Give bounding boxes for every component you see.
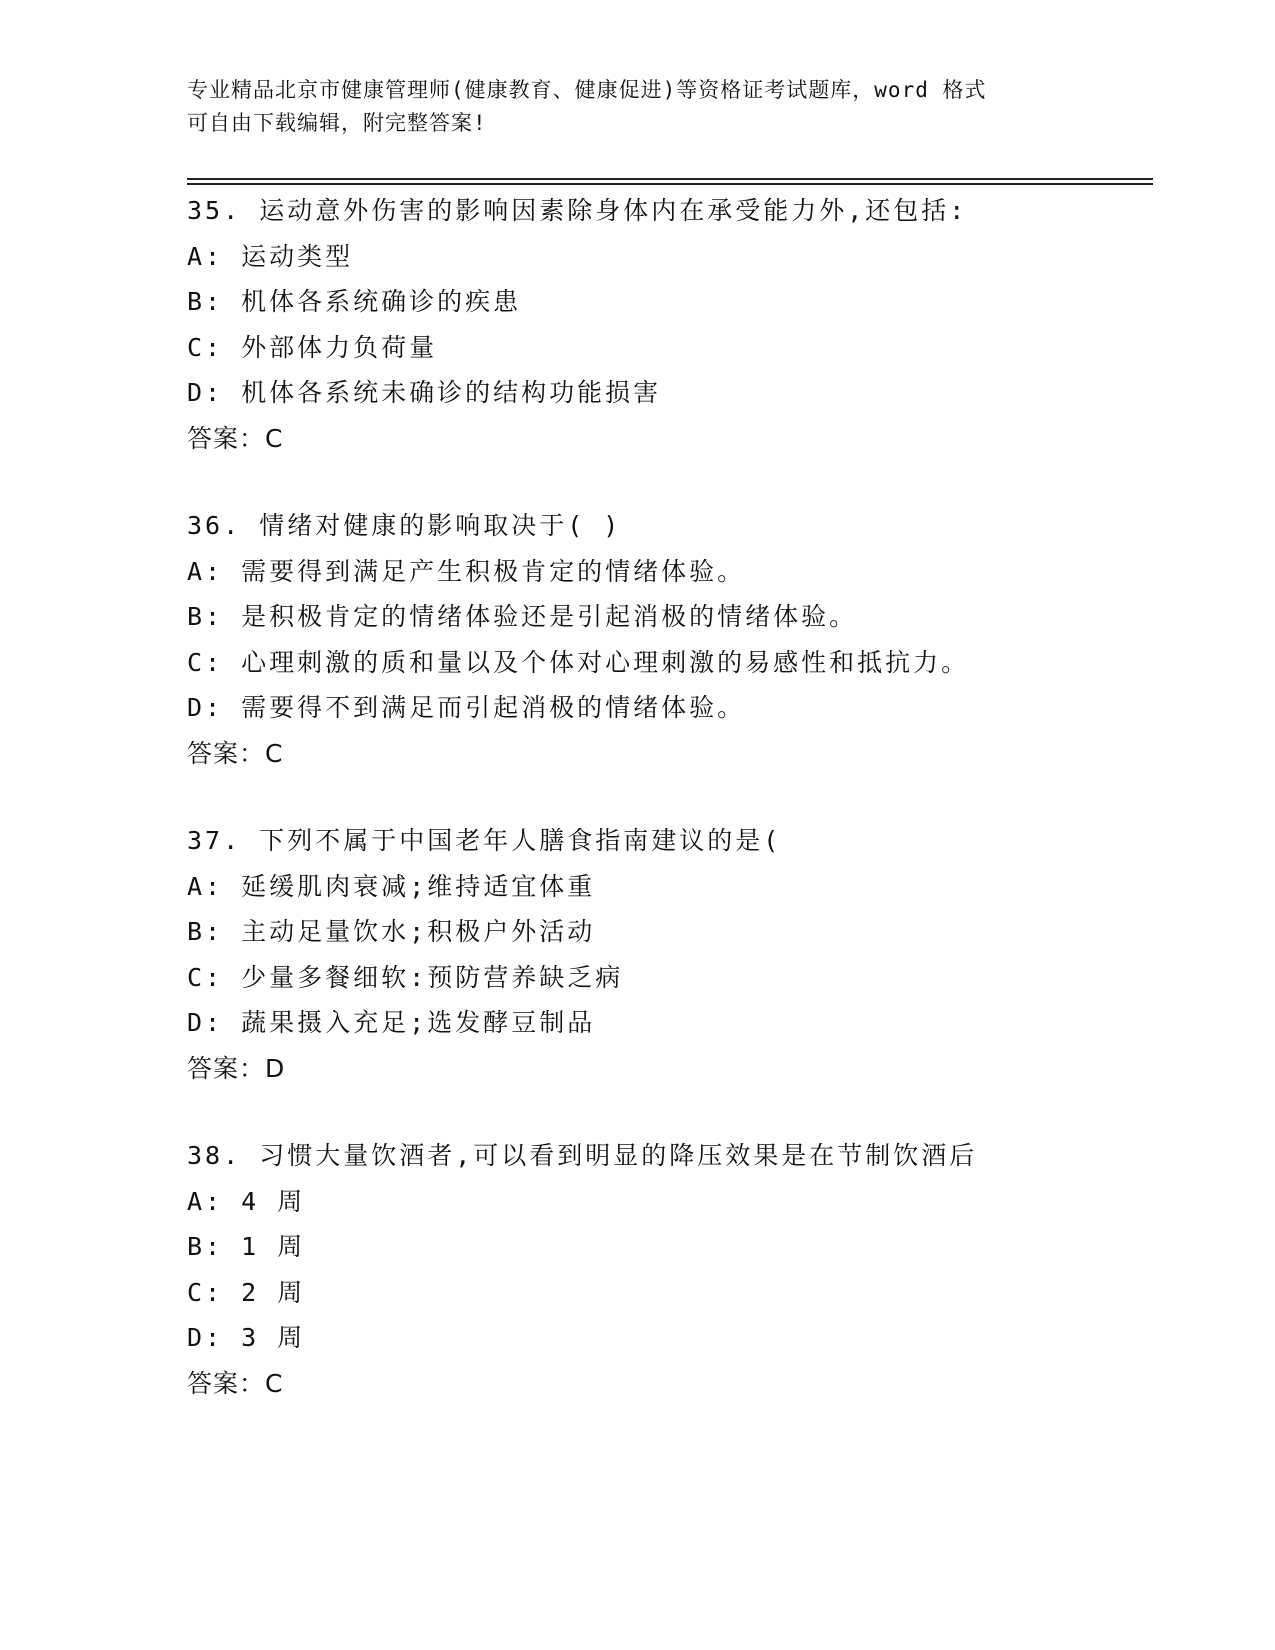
option-b: B: 机体各系统确诊的疾患 [187, 287, 522, 316]
question-38 [187, 1133, 1153, 1406]
option-d: D: 蔬果摄入充足;选发酵豆制品 [187, 1008, 596, 1037]
question-36 [187, 503, 1153, 776]
option-b: B: 主动足量饮水;积极户外活动 [187, 917, 596, 946]
option-b: B: 是积极肯定的情绪体验还是引起消极的情绪体验。 [187, 602, 858, 631]
option-c: C: 心理刺激的质和量以及个体对心理刺激的易感性和抵抗力。 [187, 647, 970, 677]
option-d: D: 机体各系统未确诊的结构功能损害 [187, 378, 662, 407]
option-b: B: 1 周 [187, 1232, 306, 1261]
option-c: C: 外部体力负荷量 [187, 332, 438, 362]
option-a: A: 运动类型 [187, 241, 354, 271]
question-stem: 36. 情绪对健康的影响取决于( ) [187, 511, 622, 540]
header-divider-top [187, 178, 1153, 180]
answer: 答案：C [187, 1368, 284, 1398]
question-stem: 38. 习惯大量饮酒者,可以看到明显的降压效果是在节制饮酒后 [187, 1141, 978, 1170]
document-header [187, 74, 1087, 140]
option-d: D: 需要得不到满足而引起消极的情绪体验。 [187, 693, 746, 722]
option-c: C: 少量多餐细软:预防营养缺乏病 [187, 962, 624, 992]
option-c: C: 2 周 [187, 1277, 306, 1307]
option-d: D: 3 周 [187, 1323, 306, 1352]
question-list [187, 188, 1153, 1448]
question-37 [187, 818, 1153, 1091]
header-divider-bottom [187, 183, 1153, 185]
option-a: A: 需要得到满足产生积极肯定的情绪体验。 [187, 556, 746, 586]
question-stem: 35. 运动意外伤害的影响因素除身体内在承受能力外,还包括: [187, 196, 968, 225]
header-line-2: 可自由下载编辑，附完整答案! [187, 111, 487, 135]
question-stem: 37. 下列不属于中国老年人膳食指南建议的是( [187, 826, 782, 855]
option-a: A: 4 周 [187, 1186, 306, 1216]
header-line-1: 专业精品北京市健康管理师(健康教育、健康促进)等资格证考试题库，word 格式 [187, 78, 987, 102]
question-35 [187, 188, 1153, 461]
answer: 答案：D [187, 1053, 286, 1083]
answer: 答案：C [187, 423, 284, 453]
answer: 答案：C [187, 738, 284, 768]
option-a: A: 延缓肌肉衰减;维持适宜体重 [187, 871, 596, 901]
